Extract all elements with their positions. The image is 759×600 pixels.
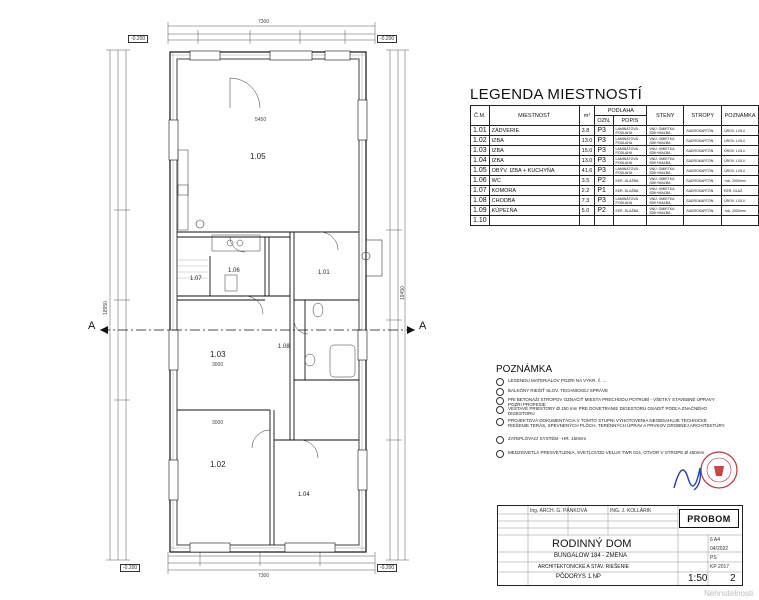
note-text: MEDZISVETLÁ PRESVETLENIA, SVETLOVOD VELUX TWR 014, OTVOR V STROPE Ø 450mm	[508, 450, 705, 455]
scale: 1:50	[688, 573, 708, 584]
legend-cell-note: ÚROV. L/014	[722, 136, 759, 146]
legend-cell-ceilings: SADROKARTÓN	[684, 206, 722, 216]
company-logo: PROBOM	[679, 509, 739, 528]
legend-cell-room-name: OBÝV. IZBA + KUCHYŇA	[489, 166, 579, 176]
legend-cell-floor-code: P2	[595, 206, 613, 216]
note-bullet-icon	[496, 436, 504, 444]
legend-cell-room-name: IZBA	[489, 136, 579, 146]
legend-cell-room-area: 7.3	[579, 196, 595, 206]
notes-title: POZNÁMKA	[496, 364, 553, 375]
legend-header-note: POZNÁMKA	[722, 106, 759, 126]
room-label-1-01: 1.01	[318, 270, 330, 276]
legend-cell-room-number: 1.10	[471, 216, 490, 226]
legend-cell-floor-desc: LAMINÁTOVÁ PODLAHA	[613, 196, 647, 206]
legend-cell-floor-code: P3	[595, 136, 613, 146]
legend-cell-room-area: 2.2	[579, 186, 595, 196]
legend-header-walls: STENY	[647, 106, 684, 126]
legend-cell-floor-code: P3	[595, 126, 613, 136]
legend-cell-room-area: 13.0	[579, 136, 595, 146]
legend-row	[471, 146, 759, 156]
legend-cell-note: ÚROV. L/014	[722, 126, 759, 136]
legend-cell-note: ÚROV. L/014	[722, 156, 759, 166]
project-subtitle: BUNGALOW 184 - ZMENA	[554, 553, 628, 559]
legend-cell-floor-code	[595, 216, 613, 226]
elevation-bottom-left: -0.200	[120, 564, 140, 572]
legend-cell-note: ÚROV. L/014	[722, 146, 759, 156]
room-label-1-02: 1.02	[210, 460, 226, 469]
legend-cell-note: ÚROV. L/014	[722, 166, 759, 176]
room-label-1-04: 1.04	[298, 492, 310, 498]
legend-cell-room-name: CHODBA	[489, 196, 579, 206]
legend-cell-floor-code: P3	[595, 156, 613, 166]
legend-cell-room-area: 3.5	[579, 176, 595, 186]
legend-cell-room-area	[579, 216, 595, 226]
watermark: Nehnutelnosti	[704, 589, 753, 598]
discipline: ARCHITEKTONICKÉ A STAV. RIEŠENIE	[538, 564, 629, 570]
legend-cell-floor-desc: LAMINÁTOVÁ PODLAHA	[613, 156, 647, 166]
room-label-1-06: 1.06	[228, 268, 240, 274]
legend-cell-room-number: 1.01	[471, 126, 490, 136]
legend-cell-floor-code: P3	[595, 196, 613, 206]
legend-cell-room-number: 1.06	[471, 176, 490, 186]
legend-cell-ceilings: SADROKARTÓN	[684, 126, 722, 136]
note-text: PRI BETONÁŽI STROPOV OZNAČIŤ MIESTA PRECHODU POTRUBÍ - VŠETKY STAVEBNÉ ÚPRAVY POZRI PROFESIE	[508, 397, 715, 407]
legend-cell-room-name: ZÁDVERIE	[489, 126, 579, 136]
legend-cell-room-number: 1.08	[471, 196, 490, 206]
legend-cell-room-number: 1.05	[471, 166, 490, 176]
note-text: VEŠTAVÉ PRIESTORY Ø 150 mm PRE DOVETRANIE DIGESTORU OSADIŤ PODĽA ZNAČNÉHO DIGESTORU	[508, 406, 708, 416]
legend-table	[470, 105, 759, 226]
legend-cell-room-area: 3.8	[579, 126, 595, 136]
legend-cell-note: ÚROV. L/014	[722, 196, 759, 206]
legend-cell-room-number: 1.07	[471, 186, 490, 196]
elevation-top-right: -0.200	[377, 35, 397, 43]
legend-cell-room-name: IZBA	[489, 156, 579, 166]
legend-header-floor-code: OZN.	[595, 116, 613, 126]
dimension-room-102: 3000	[212, 420, 224, 426]
legend-cell-floor-desc: KER. DLAŽBA	[613, 206, 647, 216]
project-title: RODINNÝ DOM	[552, 538, 632, 550]
legend-cell-note: KER. DLAŽ.	[722, 186, 759, 196]
sheet-format: 6 A4	[710, 537, 721, 543]
note-bullet-icon	[496, 450, 504, 458]
legend-cell-room-name: KÚPEĽŇA	[489, 206, 579, 216]
sheet-number: 2	[730, 573, 736, 584]
legend-cell-ceilings: SADROKARTÓN	[684, 146, 722, 156]
legend-cell-room-name	[489, 216, 579, 226]
note-text: LEGENDU MATERIÁLOV POZRI NA VÝKR. č. ...	[508, 378, 607, 383]
elevation-bottom-right: -0.200	[377, 564, 397, 572]
note-bullet-icon	[496, 378, 504, 386]
legend-cell-floor-desc: KER. DLAŽBA	[613, 176, 647, 186]
legend-row	[471, 206, 759, 216]
legend-cell-room-area: 5.0	[579, 206, 595, 216]
legend-cell-walls: VNÚ. OMIETKA SDK+MAĽBA	[647, 126, 684, 136]
legend-cell-room-area: 15.0	[579, 146, 595, 156]
legend-cell-floor-desc: LAMINÁTOVÁ PODLAHA	[613, 136, 647, 146]
legend-header-number: Č.M.	[471, 106, 490, 126]
legend-cell-ceilings: SADROKARTÓN	[684, 156, 722, 166]
legend-cell-room-name: IZBA	[489, 146, 579, 156]
legend-cell-ceilings: SADROKARTÓN	[684, 196, 722, 206]
elevation-top-left: -0.200	[128, 35, 148, 43]
stage: PS	[710, 555, 717, 561]
designer-name: ING. J. KOLLÁRIK	[610, 508, 652, 514]
note-bullet-icon	[496, 397, 504, 405]
legend-cell-note	[722, 216, 759, 226]
legend-cell-ceilings: SADROKARTÓN	[684, 136, 722, 146]
legend-cell-room-number: 1.02	[471, 136, 490, 146]
legend-cell-walls: VNÚ. OMIETKA SDK+MAĽBA	[647, 156, 684, 166]
legend-row	[471, 186, 759, 196]
legend-cell-room-number: 1.04	[471, 156, 490, 166]
room-label-1-05: 1.05	[250, 152, 266, 161]
stamp-seal	[672, 448, 742, 498]
note-item	[496, 388, 726, 396]
legend-cell-floor-desc: LAMINÁTOVÁ PODLAHA	[613, 166, 647, 176]
section-marker-left: A	[88, 320, 96, 332]
legend-cell-room-number: 1.09	[471, 206, 490, 216]
legend-cell-room-area: 41.6	[579, 166, 595, 176]
note-item	[496, 378, 726, 386]
room-label-1-08: 1.08	[278, 344, 290, 350]
legend-header-floor-desc: POPIS	[613, 116, 647, 126]
legend-cell-ceilings: SADROKARTÓN	[684, 166, 722, 176]
legend-row	[471, 126, 759, 136]
legend-title: LEGENDA MIESTNOSTÍ	[470, 86, 643, 103]
legend-header-room: MIESTNOSŤ	[489, 106, 579, 126]
dimension-room-103: 3000	[212, 362, 224, 368]
date: 04/2022	[710, 546, 729, 552]
legend-cell-note: +ob. 2000mm	[722, 176, 759, 186]
legend-cell-walls: VNÚ. OMIETKA SDK+MAĽBA	[647, 146, 684, 156]
legend-cell-walls: VNÚ. OMIETKA SDK+MAĽBA	[647, 176, 684, 186]
legend-cell-room-number: 1.03	[471, 146, 490, 156]
legend-cell-room-area: 13.0	[579, 156, 595, 166]
legend-cell-walls: VNÚ. OMIETKA SDK+MAĽBA	[647, 196, 684, 206]
legend-cell-walls: VNÚ. OMIETKA SDK+MAĽBA	[647, 166, 684, 176]
legend-row	[471, 136, 759, 146]
note-item	[496, 436, 726, 444]
legend-header-floor: PODLAHA	[595, 106, 647, 116]
room-label-1-03: 1.03	[210, 350, 226, 359]
dimension-left-total: 18950	[103, 301, 109, 315]
legend-row	[471, 176, 759, 186]
legend-cell-floor-code: P3	[595, 146, 613, 156]
legend-cell-walls: VNÚ. OMIETKA SDK+MAĽBA	[647, 206, 684, 216]
legend-row	[471, 196, 759, 206]
legend-cell-room-name: KOMORA	[489, 186, 579, 196]
legend-cell-room-name: WC	[489, 176, 579, 186]
drawing-number: KP 2017	[710, 564, 730, 570]
legend-cell-walls	[647, 216, 684, 226]
legend-cell-floor-desc: LAMINÁTOVÁ PODLAHA	[613, 126, 647, 136]
legend-cell-floor-desc: LAMINÁTOVÁ PODLAHA	[613, 146, 647, 156]
legend-cell-floor-desc	[613, 216, 647, 226]
room-label-1-07: 1.07	[190, 276, 202, 282]
note-text: PROJEKTOVÁ DOKUMENTÁCIA V TOMTO STUPNI VYHOTOVENIA NEOBSAHUJE TECHNICKÉ RIEŠENIE TERÁS, SPEVNENÝCH PLÔCH, TERÉNNYCH ÚPRAV A PRVKOV DROBNEJ ARCHITEKTÚRY.	[508, 418, 726, 428]
legend-row	[471, 216, 759, 226]
legend-cell-ceilings: SADROKARTÓN	[684, 176, 722, 186]
legend-header-area: m²	[579, 106, 595, 126]
legend-cell-floor-code: P1	[595, 186, 613, 196]
architect-name: Ing. ARCH. G. PÁNKOVÁ	[530, 508, 588, 514]
note-item	[496, 418, 726, 428]
dimension-room-105: 5450	[255, 117, 267, 123]
note-bullet-icon	[496, 388, 504, 396]
note-bullet-icon	[496, 418, 504, 426]
note-text: ZATEPLOVACÍ SYSTÉM - HR. 150mm	[508, 436, 587, 441]
legend-header-ceilings: STROPY	[684, 106, 722, 126]
legend-row	[471, 156, 759, 166]
note-item	[496, 406, 726, 416]
note-text: BALKÓNY RIEŠIŤ SLOV. TECHNICKEJ SPRÁVE	[508, 388, 608, 393]
legend-cell-note: +ob. 2000mm	[722, 206, 759, 216]
legend-cell-walls: VNÚ. OMIETKA SDK+MAĽBA	[647, 186, 684, 196]
dimension-top-total: 7300	[258, 19, 270, 25]
legend-cell-ceilings	[684, 216, 722, 226]
legend-cell-walls: VNÚ. OMIETKA SDK+MAĽBA	[647, 136, 684, 146]
legend-cell-floor-desc: KER. DLAŽBA	[613, 186, 647, 196]
dimension-bottom-total: 7300	[258, 573, 270, 579]
note-bullet-icon	[496, 406, 504, 414]
drawing-name: PÔDORYS 1.NP	[556, 574, 601, 580]
legend-cell-floor-code: P2	[595, 176, 613, 186]
legend-cell-floor-code: P3	[595, 166, 613, 176]
legend-row	[471, 166, 759, 176]
dimension-right-total: 19450	[400, 286, 406, 300]
legend-cell-ceilings: SADROKARTÓN	[684, 186, 722, 196]
section-marker-right: A	[419, 320, 427, 332]
